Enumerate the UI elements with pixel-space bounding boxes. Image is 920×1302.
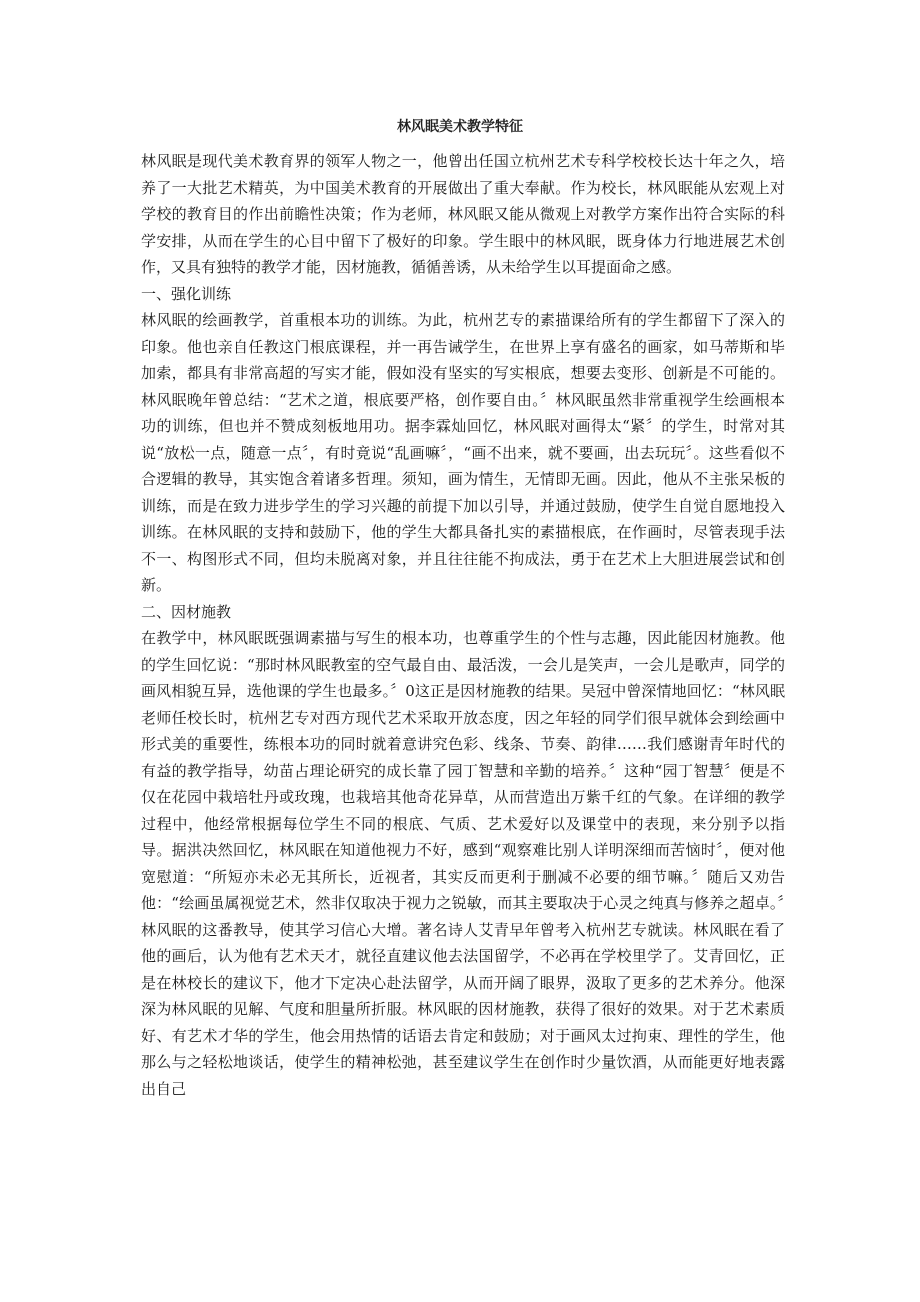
section-2-paragraph: 在教学中，林风眠既强调素描与写生的根本功，也尊重学生的个性与志趣，因此能因材施教。他的学生回忆说：“那时林风眠教室的空气最自由、最活泼，一会儿是笑声，一会儿是歌声，同学的画风相貌互异，选他课的学生也最多。〞0这正是因材施教的结果。吴冠中曾深情地回忆：“林风眠老师任校长时，杭州艺专对西方现代艺术采取开放态度，因之年轻的同学们很早就体会到绘画中形式美的重要性，练根本功的同时就着意讲究色彩、线条、节奏、韵律……我们感谢青年时代的有益的教学指导，幼苗占理论研究的成长靠了园丁智慧和辛勤的培养。〞这种“园丁智慧〞便是不仅在花园中栽培牡丹或玫瑰，也栽培其他奇花异草，从而营造出万紫千红的气象。在详细的教学过程中，他经常根据每位学生不同的根底、气质、艺术爱好以及课堂中的表现，来分别予以指导。据洪决然回忆，林风眠在知道他视力不好，感到“观察难比别人详明深细而苦恼时〞，便对他宽慰道：“所短亦未必无其所长，近视者，其实反而更利于删减不必要的细节嘛。〞随后又劝告他：“绘画虽属视觉艺术，然非仅取决于视力之锐敏，而其主要取决于心灵之纯真与修养之超卓。〞林风眠的这番教导，使其学习信心大增。著名诗人艾青早年曾考入杭州艺专就读。林风眠在看了他的画后，认为他有艺术天才，就径直建议他去法国留学，不必再在学校里学了。艾青回忆，正是在林校长的建议下，他才下定决心赴法留学，从而开阔了眼界，汲取了更多的艺术养分。他深深为林风眠的见解、气度和胆量所折服。林风眠的因材施教，获得了很好的效果。对于艺术素质好、有艺术才华的学生，他会用热情的话语去肯定和鼓励；对于画风太过拘束、理性的学生，他那么与之轻松地谈话，使学生的精神松弛，甚至建议学生在创作时少量饮酒，从而能更好地表露出自己 [141, 629, 785, 1098]
document-body [141, 148, 785, 1102]
intro-paragraph: 林风眠是现代美术教育界的领军人物之一，他曾出任国立杭州艺术专科学校校长达十年之久，培养了一大批艺术精英，为中国美术教育的开展做出了重大奉献。作为校长，林风眠能从宏观上对学校的教育目的作出前瞻性决策；作为老师，林风眠又能从微观上对教学方案作出符合实际的科学安排，从而在学生的心目中留下了极好的印象。学生眼中的林风眠，既身体力行地进展艺术创作，又具有独特的教学才能，因材施教，循循善诱，从未给学生以耳提面命之感。 [141, 152, 785, 276]
section-1-paragraph: 林风眠的绘画教学，首重根本功的训练。为此，杭州艺专的素描课给所有的学生都留下了深入的印象。他也亲自任教这门根底课程，并一再告诫学生，在世界上享有盛名的画家，如马蒂斯和毕加索，都具有非常高超的写实才能，假如没有坚实的写实根底，想要去变形、创新是不可能的。林风眠晚年曾总结：“艺术之道，根底要严格，创作要自由。〞林风眠虽然非常重视学生绘画根本功的训练，但也并不赞成刻板地用功。据李霖灿回忆，林风眠对画得太“紧〞的学生，时常对其说“放松一点，随意一点〞，有时竟说“乱画嘛〞，“画不出来，就不要画，出去玩玩〞。这些看似不合逻辑的教导，其实饱含着诸多哲理。须知，画为情生，无情即无画。因此，他从不主张呆板的训练，而是在致力进步学生的学习兴趣的前提下加以引导，并通过鼓励，使学生自觉自愿地投入训练。在林风眠的支持和鼓励下，他的学生大都具备扎实的素描根底，在作画时，尽管表现手法不一、构图形式不同，但均未脱离对象，并且往往能不拘成法，勇于在艺术上大胆进展尝试和创新。 [141, 311, 785, 594]
section-heading-1: 一、强化训练 [141, 284, 232, 303]
section-heading-2: 二、因材施教 [141, 602, 232, 621]
document-title: 林风眠美术教学特征 [397, 119, 523, 135]
